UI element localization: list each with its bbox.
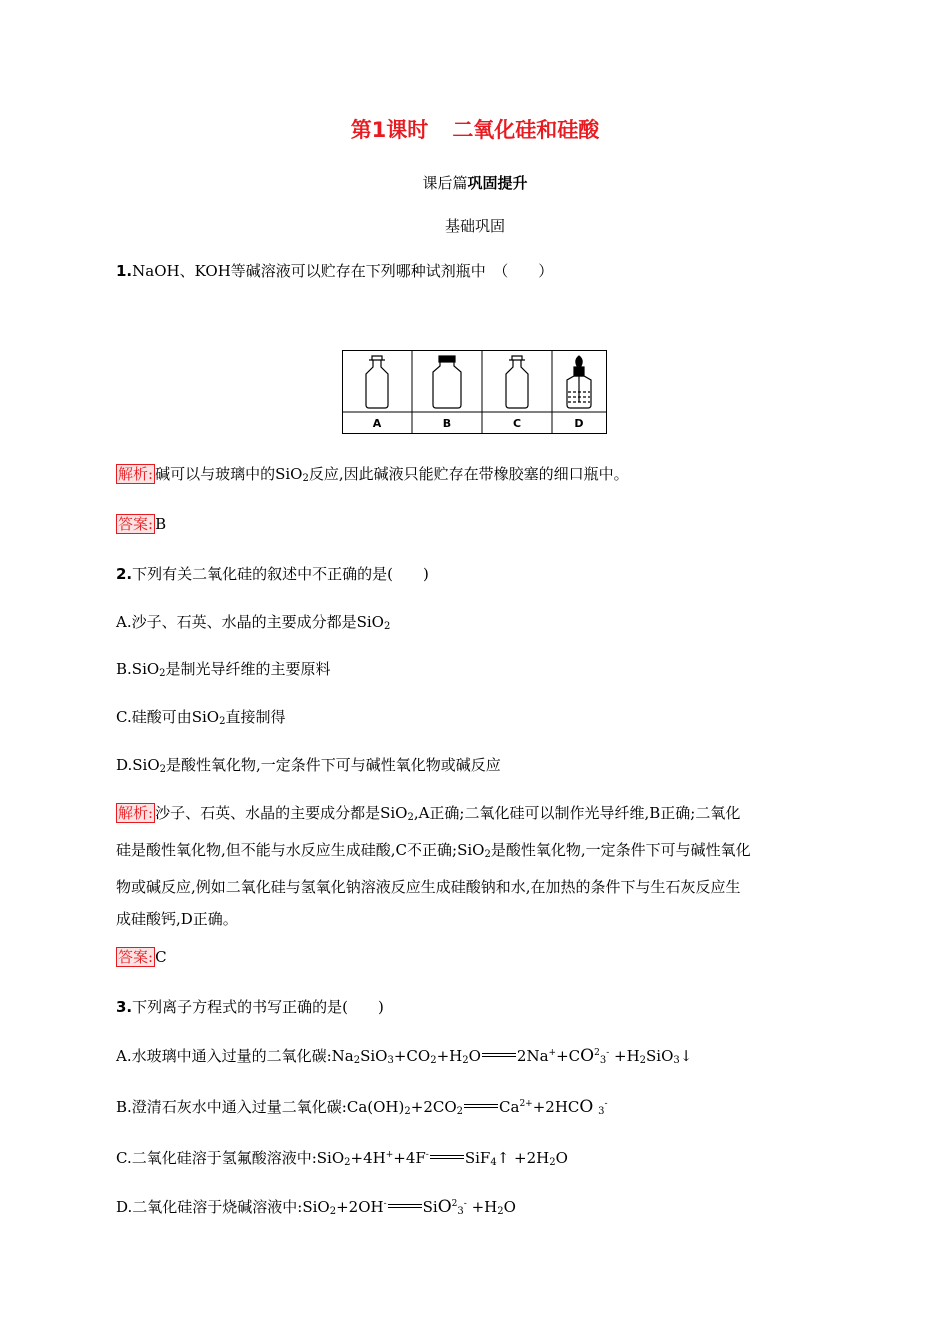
reagent-bottle-figure xyxy=(342,350,607,434)
question-number: 3. xyxy=(116,998,133,1016)
question-3 xyxy=(116,996,384,1017)
q2-answer xyxy=(116,947,167,967)
question-2 xyxy=(116,563,429,584)
bottle-label-d: D xyxy=(574,417,584,430)
option-text: C.硅酸可由SiO xyxy=(116,708,220,726)
analysis-text: 反应,因此碱液只能贮存在带橡胶塞的细口瓶中。 xyxy=(308,465,629,483)
equation-b: $Ca(OH)_2+2CO_2$ $Ca^{2+}+2HCO$ $_3$- xyxy=(346,1097,608,1117)
q2-option-c xyxy=(116,706,285,727)
equation-c: SiO$_2$+4H++4F- SiF$_4$↑ $+2H_2O$ xyxy=(316,1149,568,1168)
answer-value: C xyxy=(155,948,167,966)
option-text: A.水玻璃中通入过量的二氧化碳: xyxy=(116,1047,332,1065)
question-text: 下列离子方程式的书写正确的是( ) xyxy=(132,998,384,1016)
q3-option-c xyxy=(116,1147,568,1168)
option-text: 是制光导纤维的主要原料 xyxy=(165,660,331,678)
answer-tag: 答案: xyxy=(118,948,154,966)
analysis-line xyxy=(116,834,836,871)
analysis-line: 物或碱反应,例如二氧化硅与氢氧化钠溶液反应生成硅酸钠和水,在加热的条件下与生石灰反应生 xyxy=(116,878,741,896)
subscript: 2 xyxy=(302,473,309,484)
bottle-label-c: C xyxy=(512,417,522,430)
question-1 xyxy=(116,260,553,281)
option-text: B.SiO xyxy=(116,660,160,678)
subscript: 2 xyxy=(407,812,414,823)
bottle-label-a: A xyxy=(372,417,382,430)
q2-option-b xyxy=(116,658,331,679)
q2-analysis xyxy=(116,797,836,935)
analysis-tag: 解析: xyxy=(118,465,154,483)
analysis-text: 硅是酸性氧化物,但不能与水反应生成硅酸,C不正确;SiO xyxy=(116,841,485,859)
subscript: 2 xyxy=(159,668,166,679)
analysis-tag: 解析: xyxy=(118,804,154,822)
subscript: 2 xyxy=(159,764,167,775)
option-text: 直接制得 xyxy=(225,708,286,726)
q3-option-b xyxy=(116,1096,608,1117)
option-text: C.二氧化硅溶于氢氟酸溶液中: xyxy=(116,1149,317,1167)
analysis-text: 是酸性氧化物,一定条件下可与碱性氧化 xyxy=(490,841,751,859)
page-title xyxy=(0,114,950,144)
question-text: 下列有关二氧化硅的叙述中不正确的是( ) xyxy=(132,565,429,583)
analysis-text: ,A正确;二氧化硅可以制作光导纤维,B正确;二氧化 xyxy=(413,804,741,822)
subtitle-plain: 课后篇 xyxy=(422,174,468,192)
q1-analysis xyxy=(116,463,629,484)
subscript: 2 xyxy=(219,716,226,727)
bottle-b-icon xyxy=(433,356,461,408)
answer-value: B xyxy=(155,515,167,533)
analysis-text: 沙子、石英、水晶的主要成分都是SiO xyxy=(155,804,408,822)
q2-option-a xyxy=(116,611,390,632)
bottle-a-icon xyxy=(366,356,388,408)
lesson-title: 二氧化硅和硅酸 xyxy=(452,118,600,142)
analysis-line: 成硅酸钙,D正确。 xyxy=(116,910,238,928)
question-number: 1. xyxy=(116,262,133,280)
option-text: D.SiO xyxy=(116,756,160,774)
bottle-label-b: B xyxy=(442,417,452,430)
option-text: 是酸性氧化物,一定条件下可与碱性氧化物或碱反应 xyxy=(166,756,501,774)
analysis-line xyxy=(116,797,836,834)
bottle-d-icon xyxy=(567,356,591,408)
lesson-number: 第1课时 xyxy=(350,118,429,142)
q3-option-a xyxy=(116,1045,692,1066)
option-text: A.沙子、石英、水晶的主要成分都是SiO xyxy=(116,613,384,631)
page-subtitle xyxy=(0,172,950,193)
option-text: B.澄清石灰水中通入过量二氧化碳: xyxy=(116,1098,347,1116)
question-text: NaOH、KOH等碱溶液可以贮存在下列哪种试剂瓶中 （ ） xyxy=(132,262,554,280)
option-text: D.二氧化硅溶于烧碱溶液中: xyxy=(116,1198,303,1216)
q2-option-d xyxy=(116,754,501,775)
subscript: 2 xyxy=(383,621,391,632)
equation-a: $Na_2SiO_3+CO_2+H_2O$ $2Na^++CO^2_3^-$ $+H_2SiO_3↓$ xyxy=(331,1046,693,1066)
q1-answer xyxy=(116,514,166,534)
equation-d: SiO$_2$+2OH- $SiO^2_3^- +H_2O$ xyxy=(302,1197,516,1217)
section-heading: 基础巩固 xyxy=(444,217,505,235)
subscript: 2 xyxy=(484,849,491,860)
answer-tag: 答案: xyxy=(118,515,154,533)
subtitle-bold: 巩固提升 xyxy=(467,174,528,192)
analysis-text: 碱可以与玻璃中的SiO xyxy=(155,465,303,483)
question-number: 2. xyxy=(116,565,133,583)
q3-option-d xyxy=(116,1196,516,1217)
bottle-c-icon xyxy=(506,356,528,408)
bottle-table xyxy=(342,350,607,434)
